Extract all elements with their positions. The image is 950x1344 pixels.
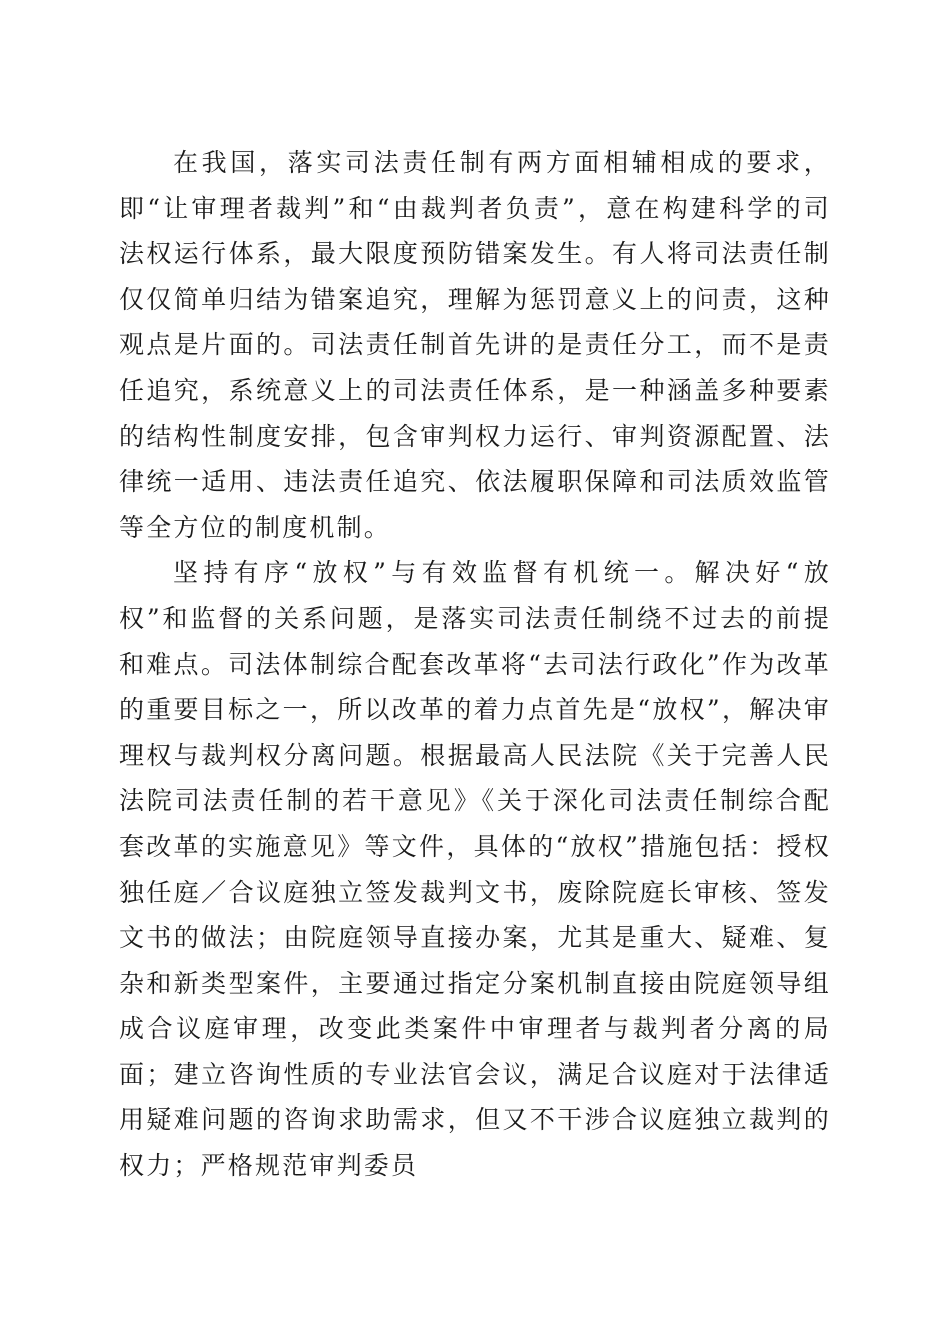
document-body [119,140,831,1189]
paragraph-delegation-and-supervision: 坚持有序“放权”与有效监督有机统一。解决好“放权”和监督的关系问题，是落实司法责任制绕不过去的前提和难点。司法体制综合配套改革将“去司法行政化”作为改革的重要目标之一，所以改革的着力点首先是“放权”，解决审理权与裁判权分离问题。根据最高人民法院《关于完善人民法院司法责任制的若干意见》《关于深化司法责任制综合配套改革的实施意见》等文件，具体的“放权”措施包括：授权独任庭／合议庭独立签发裁判文书，废除院庭长审核、签发文书的做法；由院庭领导直接办案，尤其是重大、疑难、复杂和新类型案件，主要通过指定分案机制直接由院庭领导组成合议庭审理，改变此类案件中审理者与裁判者分离的局面；建立咨询性质的专业法官会议，满足合议庭对于法律适用疑难问题的咨询求助需求，但又不干涉合议庭独立裁判的权力；严格规范审判委员 [119,558,831,1181]
paragraph-judicial-responsibility-overview: 在我国，落实司法责任制有两方面相辅相成的要求，即“让审理者裁判”和“由裁判者负责”，意在构建科学的司法权运行体系，最大限度预防错案发生。有人将司法责任制仅仅简单归结为错案追究，理解为惩罚意义上的问责，这种观点是片面的。司法责任制首先讲的是责任分工，而不是责任追究，系统意义上的司法责任体系，是一种涵盖多种要素的结构性制度安排，包含审判权力运行、审判资源配置、法律统一适用、违法责任追究、依法履职保障和司法质效监管等全方位的制度机制。 [119,148,831,542]
